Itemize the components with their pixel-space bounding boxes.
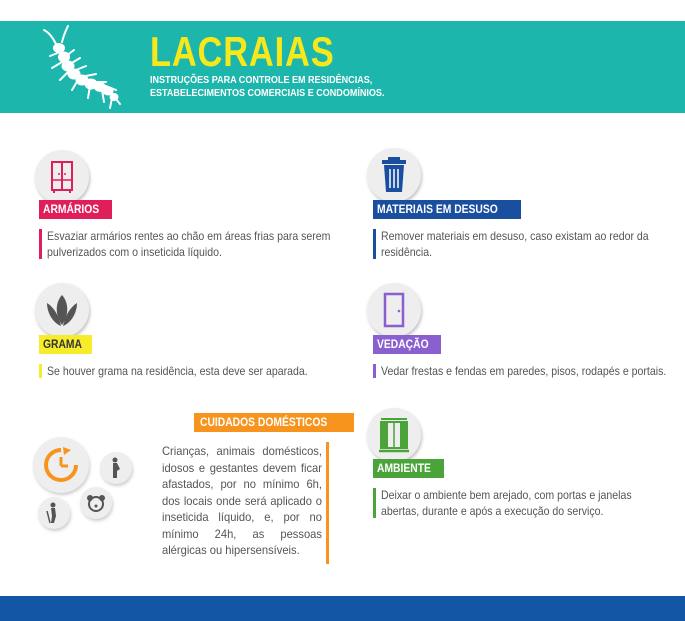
ambiente-tag: AMBIENTE xyxy=(373,459,444,478)
clock-icon xyxy=(33,437,89,493)
pregnant-icon-circle xyxy=(100,452,132,484)
elderly-person-icon xyxy=(38,497,70,529)
trash-bin-icon xyxy=(367,148,421,202)
grama-icon-circle xyxy=(35,283,89,337)
page-subtitle: INSTRUÇÕES PARA CONTROLE EM RESIDÊNCIAS, ESTABELECIMENTOS COMERCIAIS E CONDOMÍNIOS. xyxy=(150,74,385,99)
pet-face-icon xyxy=(80,487,112,519)
pet-icon-circle xyxy=(80,487,112,519)
vedacao-tag: VEDAÇÃO xyxy=(373,335,441,354)
centipede-icon xyxy=(38,22,128,112)
grama-tag: GRAMA xyxy=(39,335,92,354)
elderly-icon-circle xyxy=(38,497,70,529)
ambiente-icon-circle xyxy=(367,408,421,462)
window-icon xyxy=(367,408,421,462)
materiais-icon-circle xyxy=(367,148,421,202)
wardrobe-icon xyxy=(35,150,89,204)
page-title: LACRAIAS xyxy=(150,28,335,75)
materiais-description: Remover materiais em desuso, caso existam ao redor da residência. xyxy=(373,228,671,260)
vedacao-description: Vedar frestas e fendas em paredes, pisos, rodapés e portais. xyxy=(373,363,681,379)
cuidados-description: Crianças, animais domésticos, idosos e gestantes devem ficar afastados, por no mínimo 6h, dos locais onde será aplicado o inseticida líquido, e, por no mínimo 24h, as pessoas alérgicas ou hipersensíveis. xyxy=(162,444,322,557)
footer-bar xyxy=(0,596,685,621)
cuidados-tag: CUIDADOS DOMÉSTICOS xyxy=(194,413,354,432)
ambiente-description: Deixar o ambiente bem arejado, com portas e janelas abertas, durante e após a execução do serviço. xyxy=(373,487,681,519)
cuidados-accent-bar xyxy=(326,442,329,564)
door-icon xyxy=(367,283,421,337)
grama-description: Se houver grama na residência, esta deve ser aparada. xyxy=(39,363,347,379)
armarios-tag: ARMÁRIOS xyxy=(39,200,112,219)
clock-icon-circle xyxy=(33,437,89,493)
grass-icon xyxy=(35,283,89,337)
armarios-icon-circle xyxy=(35,150,89,204)
armarios-description: Esvaziar armários rentes ao chão em áreas frias para serem pulverizados com o inseticida líquido. xyxy=(39,228,347,260)
materiais-tag: MATERIAIS EM DESUSO xyxy=(373,200,521,219)
vedacao-icon-circle xyxy=(367,283,421,337)
pregnant-woman-icon xyxy=(100,452,132,484)
